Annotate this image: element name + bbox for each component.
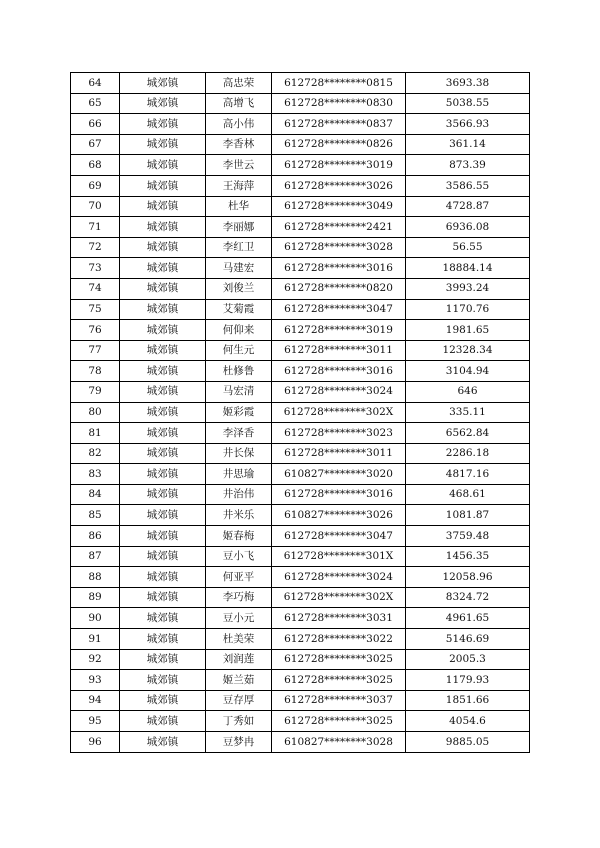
name-cell: 豆存厚 [206,690,272,711]
id-number-cell: 612728********3026 [272,175,406,196]
table-row [71,567,530,588]
amount-cell: 9885.05 [406,732,530,753]
table-row [71,649,530,670]
town-cell: 城郊镇 [120,175,206,196]
town-cell: 城郊镇 [120,299,206,320]
amount-cell: 335.11 [406,402,530,423]
id-number-cell: 612728********0820 [272,278,406,299]
table-row [71,258,530,279]
id-number-cell: 610827********3020 [272,464,406,485]
id-number-cell: 612728********3022 [272,629,406,650]
row-number-cell: 65 [71,93,120,114]
name-cell: 豆梦冉 [206,732,272,753]
name-cell: 高忠荣 [206,73,272,94]
row-number-cell: 64 [71,73,120,94]
amount-cell: 1081.87 [406,505,530,526]
name-cell: 豆小飞 [206,546,272,567]
row-number-cell: 92 [71,649,120,670]
id-number-cell: 612728********3023 [272,423,406,444]
id-number-cell: 612728********3011 [272,340,406,361]
town-cell: 城郊镇 [120,732,206,753]
town-cell: 城郊镇 [120,649,206,670]
name-cell: 艾菊霞 [206,299,272,320]
town-cell: 城郊镇 [120,443,206,464]
amount-cell: 1179.93 [406,670,530,691]
name-cell: 杜华 [206,196,272,217]
amount-cell: 2005.3 [406,649,530,670]
row-number-cell: 77 [71,340,120,361]
row-number-cell: 81 [71,423,120,444]
table-row [71,546,530,567]
amount-cell: 4961.65 [406,608,530,629]
amount-cell: 1170.76 [406,299,530,320]
table-row [71,299,530,320]
table-row [71,629,530,650]
table-row [71,73,530,94]
id-number-cell: 612728********3024 [272,567,406,588]
town-cell: 城郊镇 [120,114,206,135]
name-cell: 李泽香 [206,423,272,444]
town-cell: 城郊镇 [120,237,206,258]
id-number-cell: 612728********3025 [272,711,406,732]
town-cell: 城郊镇 [120,423,206,444]
table-row [71,217,530,238]
table-row [71,526,530,547]
town-cell: 城郊镇 [120,690,206,711]
id-number-cell: 612728********3025 [272,670,406,691]
row-number-cell: 83 [71,464,120,485]
table-row [71,423,530,444]
table-row [71,134,530,155]
amount-cell: 8324.72 [406,587,530,608]
town-cell: 城郊镇 [120,278,206,299]
table-row [71,320,530,341]
town-cell: 城郊镇 [120,196,206,217]
town-cell: 城郊镇 [120,484,206,505]
row-number-cell: 87 [71,546,120,567]
amount-cell: 361.14 [406,134,530,155]
row-number-cell: 96 [71,732,120,753]
amount-cell: 646 [406,381,530,402]
id-number-cell: 612728********301X [272,546,406,567]
amount-cell: 4054.6 [406,711,530,732]
records-table-body [71,73,530,753]
town-cell: 城郊镇 [120,134,206,155]
id-number-cell: 612728********3016 [272,484,406,505]
name-cell: 李红卫 [206,237,272,258]
row-number-cell: 80 [71,402,120,423]
table-row [71,464,530,485]
town-cell: 城郊镇 [120,340,206,361]
id-number-cell: 612728********3025 [272,649,406,670]
table-row [71,340,530,361]
row-number-cell: 68 [71,155,120,176]
id-number-cell: 612728********0830 [272,93,406,114]
row-number-cell: 88 [71,567,120,588]
row-number-cell: 74 [71,278,120,299]
name-cell: 杜美荣 [206,629,272,650]
id-number-cell: 612728********3031 [272,608,406,629]
id-number-cell: 612728********0815 [272,73,406,94]
town-cell: 城郊镇 [120,546,206,567]
table-row [71,278,530,299]
amount-cell: 3759.48 [406,526,530,547]
id-number-cell: 612728********3028 [272,237,406,258]
amount-cell: 3104.94 [406,361,530,382]
row-number-cell: 73 [71,258,120,279]
id-number-cell: 612728********3024 [272,381,406,402]
table-row [71,484,530,505]
name-cell: 何生元 [206,340,272,361]
town-cell: 城郊镇 [120,464,206,485]
id-number-cell: 612728********3019 [272,320,406,341]
table-row [71,711,530,732]
amount-cell: 1851.66 [406,690,530,711]
town-cell: 城郊镇 [120,155,206,176]
name-cell: 马建宏 [206,258,272,279]
name-cell: 井思瑜 [206,464,272,485]
amount-cell: 3693.38 [406,73,530,94]
name-cell: 姬兰茹 [206,670,272,691]
row-number-cell: 86 [71,526,120,547]
table-row [71,93,530,114]
name-cell: 豆小元 [206,608,272,629]
town-cell: 城郊镇 [120,505,206,526]
row-number-cell: 79 [71,381,120,402]
name-cell: 井长保 [206,443,272,464]
table-row [71,443,530,464]
id-number-cell: 612728********3019 [272,155,406,176]
table-row [71,381,530,402]
town-cell: 城郊镇 [120,73,206,94]
town-cell: 城郊镇 [120,526,206,547]
amount-cell: 6936.08 [406,217,530,238]
id-number-cell: 612728********3037 [272,690,406,711]
town-cell: 城郊镇 [120,711,206,732]
name-cell: 王海萍 [206,175,272,196]
id-number-cell: 612728********0826 [272,134,406,155]
amount-cell: 468.61 [406,484,530,505]
id-number-cell: 612728********3011 [272,443,406,464]
id-number-cell: 612728********3049 [272,196,406,217]
name-cell: 高小伟 [206,114,272,135]
table-row [71,175,530,196]
id-number-cell: 612728********302X [272,402,406,423]
id-number-cell: 612728********3016 [272,361,406,382]
table-row [71,670,530,691]
id-number-cell: 612728********3016 [272,258,406,279]
id-number-cell: 612728********3047 [272,299,406,320]
amount-cell: 5038.55 [406,93,530,114]
row-number-cell: 71 [71,217,120,238]
amount-cell: 2286.18 [406,443,530,464]
row-number-cell: 90 [71,608,120,629]
row-number-cell: 95 [71,711,120,732]
row-number-cell: 94 [71,690,120,711]
table-row [71,196,530,217]
name-cell: 高增飞 [206,93,272,114]
table-row [71,155,530,176]
id-number-cell: 612728********0837 [272,114,406,135]
name-cell: 丁秀如 [206,711,272,732]
amount-cell: 1456.35 [406,546,530,567]
row-number-cell: 89 [71,587,120,608]
row-number-cell: 91 [71,629,120,650]
row-number-cell: 67 [71,134,120,155]
id-number-cell: 612728********2421 [272,217,406,238]
town-cell: 城郊镇 [120,608,206,629]
name-cell: 姬春梅 [206,526,272,547]
town-cell: 城郊镇 [120,587,206,608]
id-number-cell: 610827********3026 [272,505,406,526]
row-number-cell: 84 [71,484,120,505]
amount-cell: 12328.34 [406,340,530,361]
amount-cell: 3993.24 [406,278,530,299]
id-number-cell: 610827********3028 [272,732,406,753]
town-cell: 城郊镇 [120,670,206,691]
amount-cell: 18884.14 [406,258,530,279]
town-cell: 城郊镇 [120,93,206,114]
row-number-cell: 66 [71,114,120,135]
town-cell: 城郊镇 [120,217,206,238]
town-cell: 城郊镇 [120,402,206,423]
name-cell: 杜修鲁 [206,361,272,382]
name-cell: 李丽娜 [206,217,272,238]
amount-cell: 3566.93 [406,114,530,135]
amount-cell: 6562.84 [406,423,530,444]
row-number-cell: 75 [71,299,120,320]
amount-cell: 1981.65 [406,320,530,341]
table-row [71,608,530,629]
id-number-cell: 612728********302X [272,587,406,608]
name-cell: 李世云 [206,155,272,176]
records-table [70,72,530,753]
row-number-cell: 93 [71,670,120,691]
town-cell: 城郊镇 [120,381,206,402]
town-cell: 城郊镇 [120,320,206,341]
town-cell: 城郊镇 [120,567,206,588]
row-number-cell: 69 [71,175,120,196]
row-number-cell: 82 [71,443,120,464]
table-row [71,237,530,258]
table-row [71,690,530,711]
amount-cell: 56.55 [406,237,530,258]
name-cell: 姬彩霞 [206,402,272,423]
table-row [71,402,530,423]
amount-cell: 873.39 [406,155,530,176]
amount-cell: 3586.55 [406,175,530,196]
name-cell: 井米乐 [206,505,272,526]
table-row [71,114,530,135]
table-row [71,361,530,382]
row-number-cell: 72 [71,237,120,258]
name-cell: 刘俊兰 [206,278,272,299]
amount-cell: 12058.96 [406,567,530,588]
name-cell: 马宏清 [206,381,272,402]
row-number-cell: 78 [71,361,120,382]
town-cell: 城郊镇 [120,361,206,382]
amount-cell: 4728.87 [406,196,530,217]
id-number-cell: 612728********3047 [272,526,406,547]
row-number-cell: 76 [71,320,120,341]
table-row [71,505,530,526]
name-cell: 李巧梅 [206,587,272,608]
row-number-cell: 70 [71,196,120,217]
name-cell: 何仰来 [206,320,272,341]
name-cell: 李香林 [206,134,272,155]
town-cell: 城郊镇 [120,258,206,279]
amount-cell: 5146.69 [406,629,530,650]
name-cell: 井治伟 [206,484,272,505]
town-cell: 城郊镇 [120,629,206,650]
row-number-cell: 85 [71,505,120,526]
table-row [71,587,530,608]
name-cell: 刘润莲 [206,649,272,670]
amount-cell: 4817.16 [406,464,530,485]
table-row [71,732,530,753]
name-cell: 何亚平 [206,567,272,588]
